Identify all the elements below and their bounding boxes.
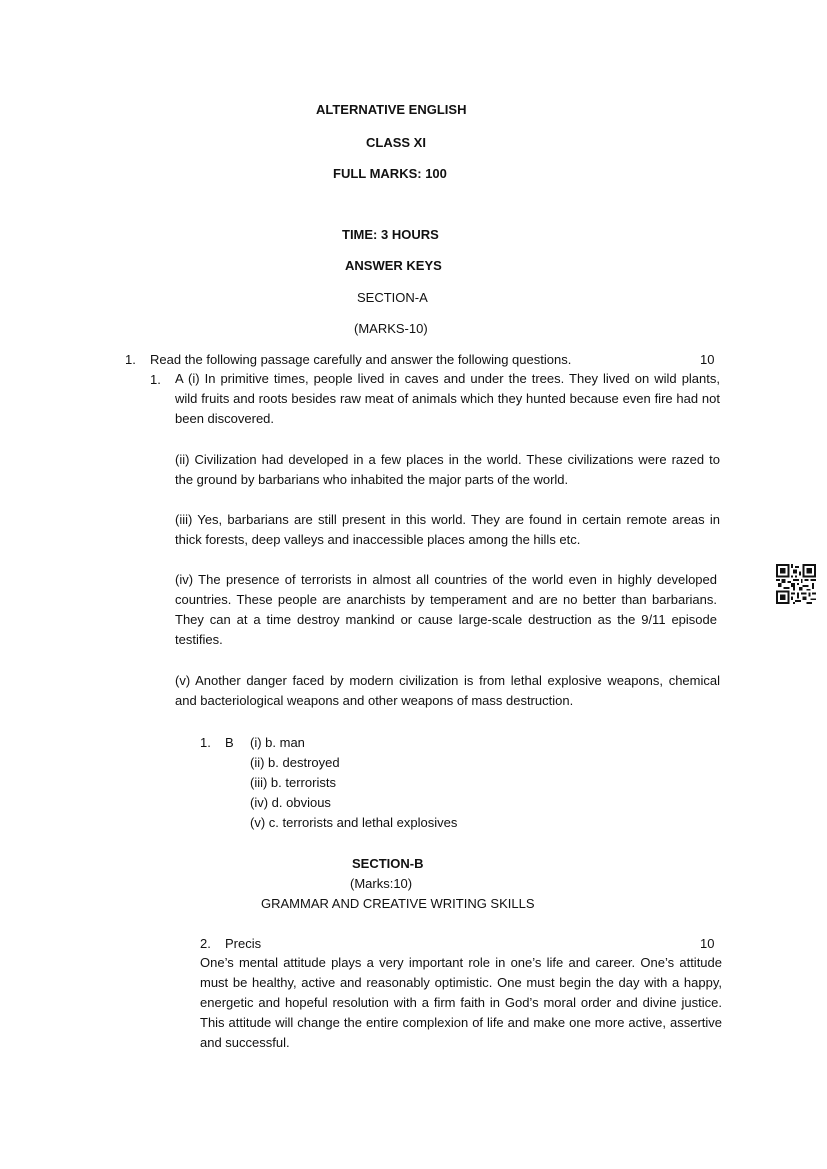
q1b-label: B	[225, 735, 234, 750]
q1b-answer-ii: (ii) b. destroyed	[250, 755, 340, 770]
q1b-answer-v: (v) c. terrorists and lethal explosives	[250, 815, 458, 830]
q2-title: Precis	[225, 936, 262, 951]
q1-answer-iii: (iii) Yes, barbarians are still present in this world. They are found in certain remote areas in thick forests, deep valleys and inaccessible places among the hills etc.	[175, 512, 720, 547]
q1-answer-i: A (i) In primitive times, people lived in caves and under the trees. They lived on wild plants, wild fruits and roots besides raw meat of animals which they hunted because even fire had not been discovered.	[175, 371, 720, 426]
subject-title: ALTERNATIVE ENGLISH	[316, 102, 467, 117]
q1-answer-ii: (ii) Civilization had developed in a few places in the world. These civilizations were razed to the ground by barbarians who inhabited the major parts of the world.	[175, 452, 720, 487]
q1b-number: 1.	[200, 735, 211, 750]
q2-precis-text: One’s mental attitude plays a very important role in one’s life and career. One’s attitude must be healthy, active and reasonably optimistic. One must begin the day with a happy, energetic and hopeful resolution with a firm faith in God’s moral order and divine justice. This attitude will change the entire complexion of life and make one more active, assertive and successful.	[200, 955, 722, 1050]
section-a-marks: (MARKS-10)	[354, 321, 428, 336]
q1b-answer-iii: (iii) b. terrorists	[250, 775, 336, 790]
full-marks: FULL MARKS: 100	[333, 166, 447, 181]
time-limit: TIME: 3 HOURS	[342, 227, 439, 242]
q1-sub-number: 1.	[150, 372, 161, 387]
q2-marks: 10	[700, 936, 715, 951]
section-b-subtitle: GRAMMAR AND CREATIVE WRITING SKILLS	[261, 896, 535, 911]
q1-answer-iv: (iv) The presence of terrorists in almost all countries of the world even in highly developed countries. These people are anarchists by temperament and are no better than barbarians. They can at a time destroy mankind or cause large-scale destruction as the 9/11 episode testifies.	[175, 572, 717, 647]
qr-code-icon	[776, 564, 816, 604]
q1b-answer-iv: (iv) d. obvious	[250, 795, 331, 810]
section-a-title: SECTION-A	[357, 290, 428, 305]
q1-marks: 10	[700, 352, 715, 367]
class-title: CLASS XI	[366, 135, 426, 150]
q1b-answer-i: (i) b. man	[250, 735, 305, 750]
q1-answer-v: (v) Another danger faced by modern civilization is from lethal explosive weapons, chemical and bacteriological weapons and other weapons of mass destruction.	[175, 673, 720, 708]
answer-keys-title: ANSWER KEYS	[345, 258, 442, 273]
q1-text: Read the following passage carefully and answer the following questions.	[150, 352, 572, 367]
q1-number: 1.	[125, 352, 136, 367]
section-b-marks: (Marks:10)	[350, 876, 413, 891]
q2-number: 2.	[200, 936, 211, 951]
section-b-title: SECTION-B	[352, 856, 424, 871]
